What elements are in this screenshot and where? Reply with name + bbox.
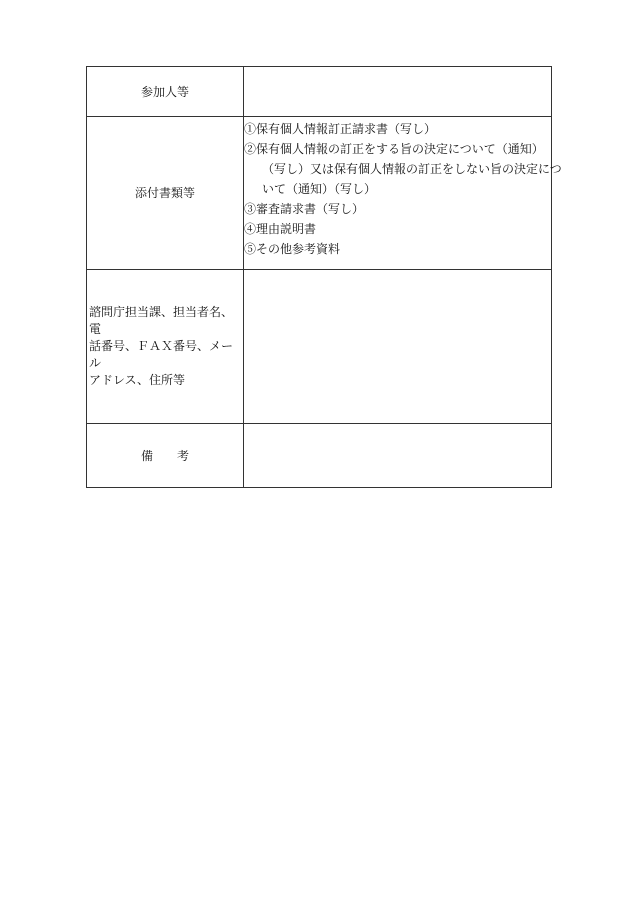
table-row-attachments — [87, 117, 552, 270]
attachment-item-2-cont-1: （写し）又は保有個人情報の訂正をしない旨の決定につ — [262, 162, 562, 176]
remarks-label-part-1: 備 — [140, 448, 153, 463]
consultation-form-table — [86, 66, 562, 488]
contact-label-line-3: アドレス、住所等 — [89, 373, 186, 387]
attachment-item-5: ⑤その他参考資料 — [244, 242, 341, 256]
remarks-label-part-2: 考 — [177, 448, 190, 463]
table-row-contact — [87, 270, 552, 424]
contact-value — [244, 270, 552, 424]
remarks-label — [87, 424, 244, 488]
table-row-remarks — [87, 424, 552, 488]
table-row-participants — [87, 67, 552, 117]
attachment-item-2: ②保有個人情報の訂正をする旨の決定について（通知） — [244, 142, 544, 156]
participants-label: 参加人等 — [87, 67, 244, 117]
contact-label — [87, 270, 244, 424]
attachment-item-4: ④理由説明書 — [244, 222, 317, 236]
contact-label-line-1: 諮問庁担当課、担当者名、電 — [89, 305, 234, 336]
remarks-value — [244, 424, 552, 488]
contact-label-line-2: 話番号、ＦＡＸ番号、メール — [89, 339, 234, 370]
attachment-item-2-cont-2: いて（通知）（写し） — [262, 182, 377, 196]
attachment-item-3: ③審査請求書（写し） — [244, 202, 365, 216]
attachments-list — [244, 117, 562, 270]
participants-value — [244, 67, 552, 117]
attachment-item-1: ①保有個人情報訂正請求書（写し） — [244, 122, 437, 136]
attachments-label: 添付書類等 — [87, 117, 244, 270]
